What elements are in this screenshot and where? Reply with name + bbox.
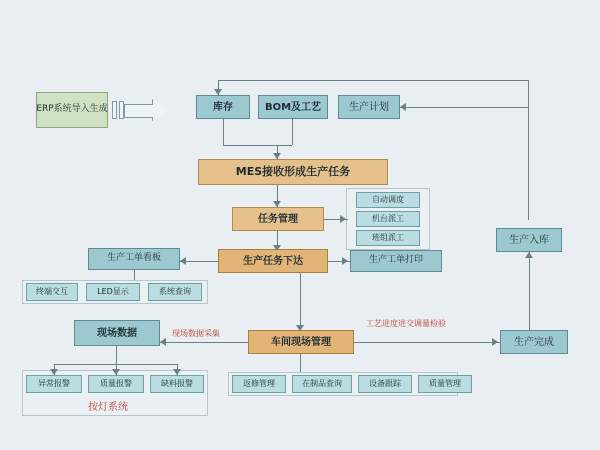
- node-wip-query-label: 在制品查询: [302, 378, 342, 388]
- node-quality-mgmt[interactable]: [418, 375, 472, 393]
- node-mes-receive[interactable]: [198, 159, 388, 185]
- node-query[interactable]: [148, 283, 202, 301]
- node-machine-dispatch[interactable]: [356, 211, 420, 227]
- node-equipment-track-label: 设备跟踪: [369, 378, 401, 388]
- node-wip-query[interactable]: [292, 375, 352, 393]
- label-andon: 按灯系统: [88, 402, 128, 413]
- node-workshop-mgmt-label: 车间现场管理: [271, 336, 331, 348]
- edge-site-down: [116, 346, 117, 364]
- node-team-dispatch-label: 班组派工: [372, 232, 404, 242]
- edge-top-bus-left-arrow: [214, 89, 222, 95]
- edge-top-bus-right: [528, 80, 529, 220]
- node-inventory-label: 库存: [213, 101, 233, 113]
- node-equipment-track[interactable]: [358, 375, 412, 393]
- node-production-done-label: 生产完成: [514, 336, 554, 348]
- node-task-mgmt[interactable]: [232, 207, 324, 231]
- label-process-check: 工艺进度进交调量检验: [366, 319, 446, 328]
- edge-workshop-to-done-arrow: [492, 338, 498, 346]
- node-site-data[interactable]: [74, 320, 160, 346]
- node-led[interactable]: [86, 283, 140, 301]
- edge-fan-2-arrow: [112, 369, 120, 375]
- edge-inventory-down: [223, 119, 224, 145]
- node-task-issue[interactable]: [218, 249, 328, 273]
- node-terminal-label: 终端交互: [36, 286, 68, 296]
- edge-done-to-warehouse: [529, 252, 530, 330]
- node-abnormal-alarm-label: 异常报警: [38, 378, 70, 388]
- node-task-issue-label: 生产任务下达: [243, 255, 303, 267]
- node-inventory[interactable]: [196, 95, 250, 119]
- node-work-order-print[interactable]: [350, 250, 442, 272]
- node-bom[interactable]: [258, 95, 328, 119]
- node-workshop-mgmt[interactable]: [248, 330, 354, 354]
- node-kanban[interactable]: [88, 248, 180, 270]
- node-auto-schedule[interactable]: [356, 192, 420, 208]
- edge-task-to-dispatch-arrow: [340, 215, 346, 223]
- node-plan[interactable]: [338, 95, 400, 119]
- node-repair-mgmt[interactable]: [232, 375, 286, 393]
- edge-fan-3-arrow: [173, 369, 181, 375]
- edge-issue-to-workshop: [300, 273, 301, 329]
- connector-bars: [112, 101, 124, 119]
- edge-workshop-to-done: [354, 342, 500, 343]
- node-query-label: 系统查询: [159, 286, 191, 296]
- node-terminal[interactable]: [26, 283, 78, 301]
- node-quality-alarm-label: 质量报警: [100, 378, 132, 388]
- node-quality-alarm[interactable]: [88, 375, 144, 393]
- node-erp-label: ERP系统导入生成: [36, 104, 108, 115]
- edge-merge-mes: [223, 145, 292, 146]
- node-led-label: LED显示: [97, 286, 129, 296]
- node-work-order-print-label: 生产工单打印: [368, 255, 423, 266]
- node-abnormal-alarm[interactable]: [26, 375, 82, 393]
- node-machine-dispatch-label: 机台派工: [372, 213, 404, 223]
- node-auto-schedule-label: 自动调度: [372, 194, 404, 204]
- edge-kanban-down: [134, 270, 135, 280]
- edge-workshop-to-site: [160, 342, 248, 343]
- node-warehouse-in-label: 生产入库: [509, 234, 549, 246]
- edge-top-bus: [218, 80, 528, 81]
- edge-bom-down: [292, 119, 293, 145]
- node-repair-mgmt-label: 返修管理: [243, 378, 275, 388]
- node-warehouse-in[interactable]: [496, 228, 562, 252]
- node-production-done[interactable]: [500, 330, 568, 354]
- node-mes-receive-label: MES接收形成生产任务: [235, 164, 351, 178]
- node-site-data-label: 现场数据: [97, 327, 137, 339]
- edge-workshop-down: [300, 354, 301, 372]
- edge-fan-1-arrow: [50, 369, 58, 375]
- node-team-dispatch[interactable]: [356, 230, 420, 246]
- edge-issue-to-print-arrow: [342, 257, 348, 265]
- node-quality-mgmt-label: 质量管理: [429, 378, 461, 388]
- edge-plan-right: [400, 107, 528, 108]
- node-erp[interactable]: [36, 92, 108, 128]
- node-kanban-label: 生产工单看板: [106, 253, 161, 264]
- node-plan-label: 生产计划: [349, 101, 389, 113]
- node-task-mgmt-label: 任务管理: [258, 213, 298, 225]
- label-site-collect: 现场数据采集: [172, 329, 220, 338]
- node-shortage-alarm-label: 缺料报警: [161, 378, 193, 388]
- erp-to-inventory-arrow: [124, 99, 170, 121]
- edge-plan-right-arrow: [400, 103, 406, 111]
- node-bom-label: BOM及工艺: [264, 101, 322, 113]
- edge-issue-to-kanban-arrow: [180, 257, 186, 265]
- node-shortage-alarm[interactable]: [150, 375, 204, 393]
- edge-workshop-to-site-arrow: [160, 338, 166, 346]
- edge-done-to-warehouse-arrow: [525, 252, 533, 258]
